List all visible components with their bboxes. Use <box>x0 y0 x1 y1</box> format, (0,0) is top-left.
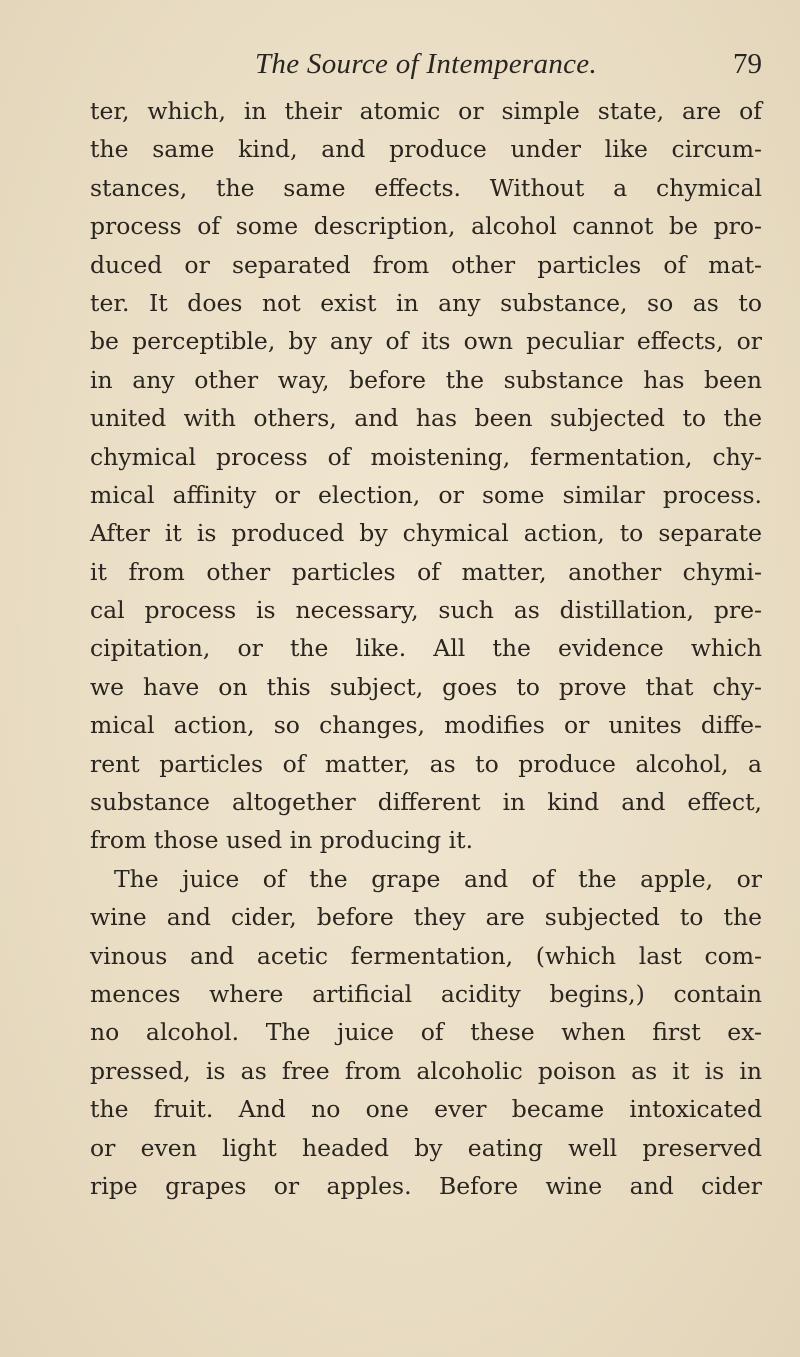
text-line: mences where artificial acidity begins,) contain <box>90 979 762 1008</box>
text-line: rent particles of matter, as to produce alcohol, a <box>90 749 762 778</box>
text-line: substance altogether different in kind and effect, <box>90 788 762 817</box>
text-line: vinous and acetic fermentation, (which last com- <box>90 941 762 970</box>
text-line: from those used in producing it. <box>90 826 474 855</box>
text-line: ter. It does not exist in any substance, so as to <box>90 288 762 317</box>
text-line: mical action, so changes, modifies or unites diffe- <box>90 711 762 740</box>
text-line: mical affinity or election, or some similar process. <box>90 480 762 509</box>
text-line: united with others, and has been subjected to the <box>90 404 762 433</box>
text-line: or even light headed by eating well preserved <box>90 1133 762 1162</box>
text-line: cipitation, or the like. All the evidence which <box>90 634 762 663</box>
text-line: stances, the same effects. Without a chymical <box>90 173 762 202</box>
text-line: chymical process of moistening, fermentation, chy- <box>90 442 762 471</box>
text-line: duced or separated from other particles of mat- <box>90 250 762 279</box>
text-line: ter, which, in their atomic or simple state, are of <box>90 97 762 125</box>
text-line: pressed, is as free from alcoholic poison as it is in <box>90 1056 762 1085</box>
text-line: no alcohol. The juice of these when first ex- <box>90 1018 762 1047</box>
text-line: process of some description, alcohol cannot be pro- <box>90 212 762 241</box>
text-line: we have on this subject, goes to prove that chy- <box>90 672 762 701</box>
running-title: The Source of Intemperance. <box>254 48 598 80</box>
text-line: it from other particles of matter, another chymi- <box>90 557 762 586</box>
page-number: 79 <box>733 48 762 80</box>
text-line: the fruit. And no one ever became intoxicated <box>90 1095 762 1124</box>
text-line: in any other way, before the substance has been <box>90 365 762 394</box>
text-line: the same kind, and produce under like circum- <box>90 135 762 164</box>
text-line: cal process is necessary, such as distillation, pre- <box>90 596 762 625</box>
text-line: ripe grapes or apples. Before wine and cider <box>90 1171 762 1200</box>
text-line: After it is produced by chymical action, to separate <box>90 519 762 548</box>
text-line: The juice of the grape and of the apple, or <box>114 864 762 893</box>
text-line: be perceptible, by any of its own peculiar effects, or <box>90 327 762 356</box>
body-text <box>90 92 762 1205</box>
text-line: wine and cider, before they are subjected to the <box>90 903 762 932</box>
running-head <box>90 44 762 84</box>
